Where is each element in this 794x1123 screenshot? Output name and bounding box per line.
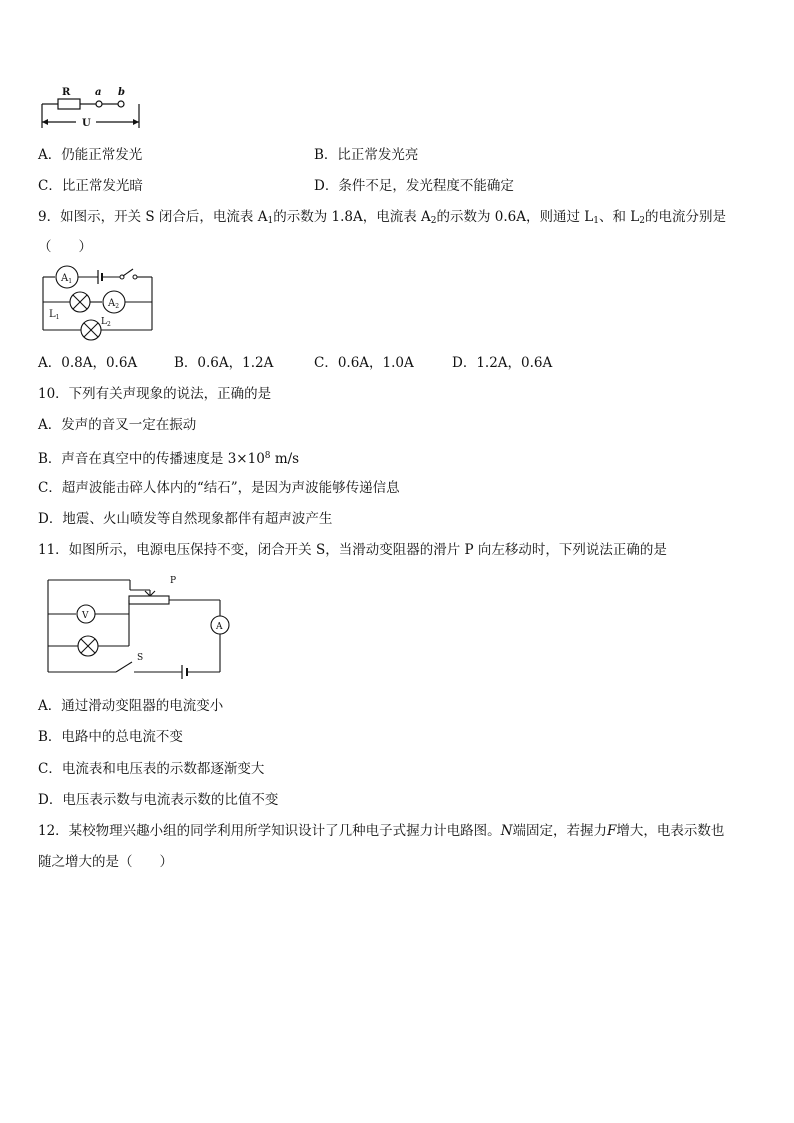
q11-stem: 11．如图所示，电源电压保持不变，闭合开关 S，当滑动变阻器的滑片 P 向左移动时，下列说法正确的是	[38, 542, 667, 558]
q11-option-d[interactable]: D．电压表示数与电流表示数的比值不变	[38, 792, 279, 808]
q12-stem-text-2: 端固定，若握力	[512, 823, 607, 839]
q8-option-b[interactable]: B．比正常发光亮	[314, 147, 419, 163]
switch-s-label: S	[137, 653, 144, 663]
q9-stem-text-4: 、和 L	[599, 209, 640, 225]
lamp-l2-label: $L_2$	[101, 317, 111, 328]
q9-stem-sub-1: 1	[267, 216, 274, 226]
q9-option-a[interactable]: A．0.8A，0.6A	[38, 355, 138, 371]
q12-stem-line2: 随之增大的是（ ）	[38, 854, 173, 870]
label-b: b	[118, 87, 125, 98]
q10-option-d[interactable]: D．地震、火山喷发等自然现象都伴有超声波产生	[38, 511, 333, 527]
q9-stem-text-5: 的电流分别是	[645, 209, 727, 225]
q9-answer-blank: （ ）	[38, 239, 92, 255]
label-r: R	[62, 87, 71, 98]
q8-option-a[interactable]: A．仍能正常发光	[38, 147, 143, 163]
q10-option-b-sup: 8	[264, 451, 271, 461]
q9-stem-sub-4: 2	[639, 216, 646, 226]
lamp-l1-label: $L_1$	[49, 309, 60, 321]
label-a: a	[95, 87, 102, 98]
q9-stem-text-2: 的示数为 1.8A，电流表 A	[273, 209, 431, 225]
q10-option-b[interactable]	[38, 447, 299, 468]
q9-stem-sub-3: 1	[593, 216, 600, 226]
q10-stem: 10．下列有关声现象的说法，正确的是	[38, 386, 272, 402]
q9-stem-sub-2: 2	[430, 216, 437, 226]
circuit-figure-r-ab	[38, 84, 148, 134]
q12-stem-n: N	[500, 823, 513, 839]
q11-option-c[interactable]: C．电流表和电压表的示数都逐渐变大	[38, 761, 265, 777]
ammeter-a2-label: $A_2$	[108, 298, 120, 310]
q9-option-d[interactable]: D．1.2A，0.6A	[452, 355, 553, 371]
q9-option-c[interactable]: C．0.6A，1.0A	[314, 355, 414, 371]
circuit-figure-q9	[38, 264, 158, 342]
q8-option-c[interactable]: C．比正常发光暗	[38, 178, 143, 194]
q8-option-d[interactable]: D．条件不足，发光程度不能确定	[314, 178, 514, 194]
circuit-figure-q11	[44, 572, 234, 680]
ammeter-label: A	[216, 622, 223, 632]
q11-option-b[interactable]: B．电路中的总电流不变	[38, 729, 183, 745]
slider-p-label: P	[170, 576, 177, 586]
voltmeter-label: V	[82, 611, 89, 621]
q12-stem	[38, 822, 724, 840]
ammeter-a1-label: $A_1$	[61, 273, 73, 285]
q9-option-b[interactable]: B．0.6A，1.2A	[174, 355, 274, 371]
q10-option-c[interactable]: C．超声波能击碎人体内的“结石”，是因为声波能够传递信息	[38, 480, 400, 496]
q12-stem-text-1: 12．某校物理兴趣小组的同学利用所学知识设计了几种电子式握力计电路图。	[38, 823, 501, 839]
q11-option-a[interactable]: A．通过滑动变阻器的电流变小	[38, 698, 224, 714]
q12-stem-text-3: 增大，电表示数也	[616, 823, 725, 839]
label-u: U	[82, 118, 91, 129]
q12-stem-f: F	[607, 823, 617, 839]
q10-option-b-text-1: B．声音在真空中的传播速度是 3×10	[38, 451, 265, 467]
q9-stem	[38, 208, 726, 230]
q9-stem-text-3: 的示数为 0.6A，则通过 L	[436, 209, 594, 225]
q9-stem-text-1: 9．如图示，开关 S 闭合后，电流表 A	[38, 209, 268, 225]
q10-option-a[interactable]: A．发声的音叉一定在振动	[38, 417, 197, 433]
q10-option-b-text-2: m/s	[270, 451, 300, 467]
